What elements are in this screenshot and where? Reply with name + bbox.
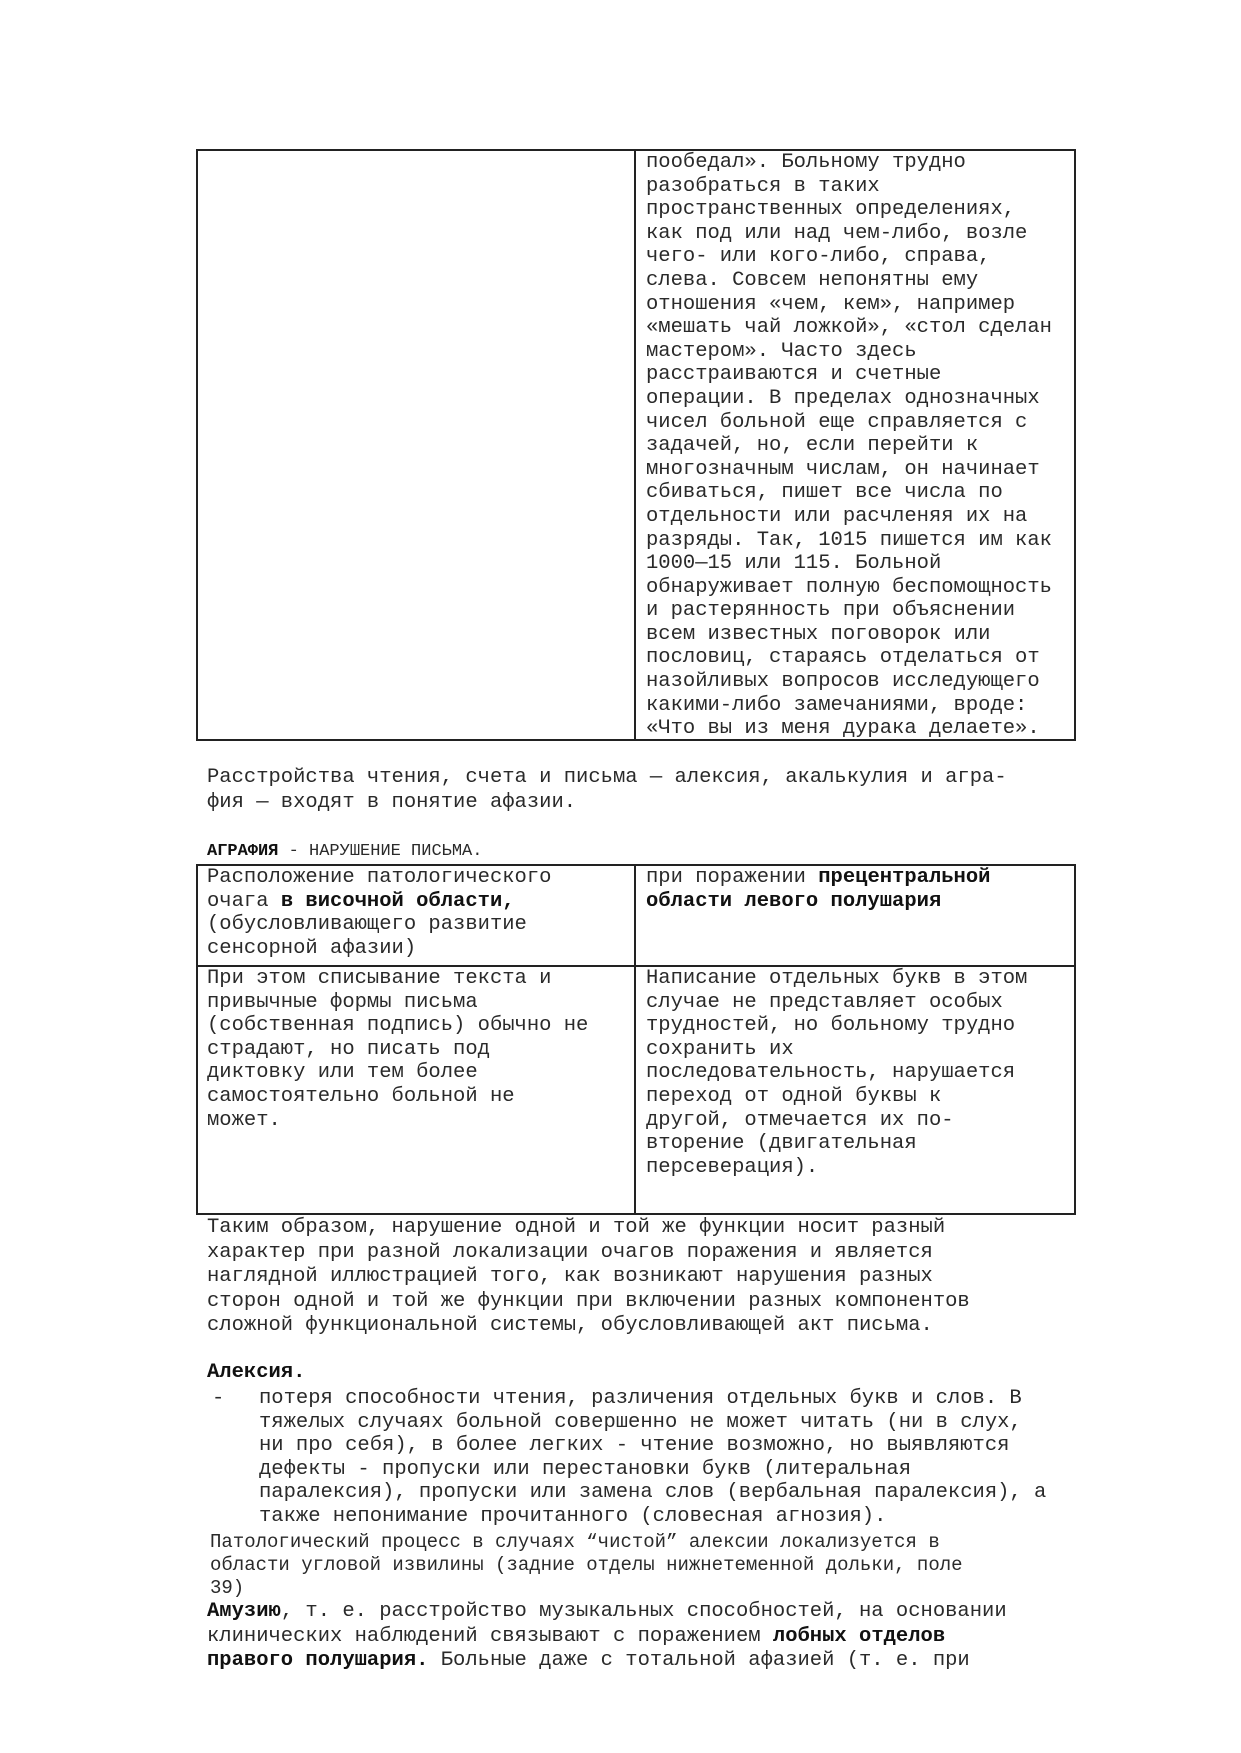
- text-line: При этом списывание текста и: [207, 967, 552, 990]
- text-line: тяжелых случаях больной совершенно не может читать (ни в слух,: [259, 1410, 1022, 1434]
- text-segment: Больные даже с тотальной афазией (т. е. при: [428, 1649, 970, 1673]
- text-line: какими-либо замечаниями, вроде:: [646, 693, 1028, 717]
- text-line: как под или над чем-либо, возле: [646, 221, 1028, 245]
- table-column-divider: [634, 864, 636, 1215]
- text-line: [646, 890, 990, 914]
- text-line: Расположение патологического: [207, 866, 552, 889]
- text-line: сенсорной афазии): [207, 936, 417, 960]
- text-line: сохранить их: [646, 1037, 794, 1061]
- text-segment: , т. е. расстройство музыкальных способностей, на основании: [280, 1600, 1007, 1623]
- text-line: самостоятельно больной не: [207, 1084, 515, 1108]
- alexia-bullet: -: [212, 1387, 225, 1410]
- text-line: страдают, но писать под: [207, 1037, 490, 1061]
- text-line: многозначным числам, он начинает: [646, 457, 1040, 481]
- text-segment: - НАРУШЕНИЕ ПИСЬМА.: [278, 842, 483, 861]
- text-line: пространственных определениях,: [646, 198, 1016, 222]
- alexia-list-item: [259, 1387, 1046, 1529]
- text-line: отношения «чем, кем», например: [646, 292, 1016, 316]
- text-line: паралексия), пропуски или замена слов (вербальная паралексия), а: [259, 1481, 1047, 1505]
- text-segment: очага: [207, 889, 281, 913]
- text-line: [207, 1649, 1007, 1674]
- bold-text: Амузию: [207, 1600, 281, 1623]
- text-line: (обусловливающего развитие: [207, 913, 527, 937]
- text-line: также непонимание прочитанного (словесная агнозия).: [259, 1504, 887, 1528]
- text-line: Написание отдельных букв в этом: [646, 967, 1028, 990]
- text-line: разобраться в таких: [646, 174, 880, 198]
- bold-text: области левого полушария: [646, 889, 942, 913]
- text-line: сложной функциональной системы, обусловливающей акт письма.: [207, 1314, 933, 1338]
- text-line: 1000—15 или 115. Больной: [646, 552, 942, 576]
- text-line: расстраиваются и счетные: [646, 363, 942, 387]
- bold-text: прецентральной: [818, 866, 991, 889]
- text-line: задачей, но, если перейти к: [646, 434, 979, 458]
- text-line: потеря способности чтения, различения отдельных букв и слов. В: [259, 1387, 1022, 1410]
- table1-right-cell: [646, 151, 1052, 741]
- text-line: пословиц, стараясь отделаться от: [646, 646, 1040, 670]
- text-line: [207, 840, 482, 864]
- text-line: наглядной иллюстрацией того, как возникают нарушения разных: [207, 1265, 933, 1289]
- table-column-divider: [634, 149, 636, 741]
- text-line: фия — входят в понятие афазии.: [207, 790, 577, 814]
- text-line: случае не представляет особых: [646, 990, 1003, 1014]
- text-line: пообедал». Больному трудно: [646, 151, 966, 174]
- alexia-heading: [207, 1361, 305, 1385]
- bold-text: в височной области,: [280, 889, 515, 913]
- text-line: слева. Совсем непонятны ему: [646, 268, 979, 292]
- text-line: [646, 866, 990, 890]
- text-line: «Что вы из меня дурака делаете».: [646, 717, 1040, 741]
- text-line: может.: [207, 1108, 281, 1132]
- text-line: 39): [210, 1577, 245, 1599]
- bold-text: лобных отделов: [772, 1624, 946, 1648]
- bold-text: Алексия.: [207, 1361, 306, 1384]
- text-line: привычные формы письма: [207, 990, 478, 1014]
- text-line: чисел больной еще справляется с: [646, 410, 1028, 434]
- table2-cell-r1c1: [207, 866, 551, 960]
- text-line: ни про себя), в более легких - чтение возможно, но выявляются: [259, 1434, 1010, 1458]
- text-line: переход от одной буквы к: [646, 1084, 942, 1108]
- bold-text: АГРАФИЯ: [207, 842, 279, 861]
- text-line: [207, 1361, 305, 1385]
- text-line: Таким образом, нарушение одной и той же функции носит разный: [207, 1216, 946, 1239]
- agraphia-heading: [207, 840, 482, 864]
- text-segment: при поражении: [646, 866, 819, 889]
- text-line: Расстройства чтения, счета и письма — алексия, акалькулия и агра-: [207, 766, 1007, 789]
- text-segment: клинических наблюдений связывают с поражением: [207, 1624, 773, 1648]
- text-line: характер при разной локализации очагов поражения и является: [207, 1240, 933, 1264]
- text-line: «мешать чай ложкой», «стол сделан: [646, 316, 1052, 340]
- text-line: мастером». Часто здесь: [646, 339, 917, 363]
- text-line: чего- или кого-либо, справа,: [646, 245, 991, 269]
- text-line: диктовку или тем более: [207, 1061, 478, 1085]
- bold-text: правого полушария.: [207, 1649, 429, 1673]
- text-line: области угловой извилины (задние отделы нижнетеменной дольки, поле: [210, 1554, 963, 1576]
- text-line: последовательность, нарушается: [646, 1061, 1016, 1085]
- text-line: [207, 1625, 1007, 1650]
- text-line: отдельности или расчленяя их на: [646, 504, 1028, 528]
- text-line: (собственная подпись) обычно не: [207, 1014, 589, 1038]
- table2-cell-r1c2: [646, 866, 990, 913]
- text-line: операции. В пределах однозначных: [646, 386, 1040, 410]
- pathology-paragraph: [210, 1531, 963, 1600]
- text-line: разряды. Так, 1015 пишется им как: [646, 528, 1052, 552]
- text-line: назойливых вопросов исследующего: [646, 670, 1040, 694]
- intro-paragraph: [207, 766, 1007, 815]
- text-line: всем известных поговорок или: [646, 622, 991, 646]
- text-line: трудностей, но больному трудно: [646, 1014, 1016, 1038]
- text-line: [207, 1600, 1007, 1625]
- text-line: сбиваться, пишет все числа по: [646, 481, 1003, 505]
- text-line: другой, отмечается их по-: [646, 1108, 954, 1132]
- text-line: дефекты - пропуски или перестановки букв (литеральная: [259, 1457, 912, 1481]
- text-line: [207, 890, 551, 914]
- table2-cell-r2c2: [646, 967, 1027, 1179]
- text-line: обнаруживает полную беспомощность: [646, 575, 1052, 599]
- amusia-paragraph: [207, 1600, 1007, 1674]
- text-line: персеверация).: [646, 1155, 819, 1179]
- table2-cell-r2c1: [207, 967, 588, 1132]
- text-line: Патологический процесс в случаях “чистой” алексии локализуется в: [210, 1531, 940, 1553]
- text-line: вторение (двигательная: [646, 1132, 917, 1156]
- conclusion-paragraph: [207, 1216, 970, 1339]
- text-line: сторон одной и той же функции при включении разных компонентов: [207, 1289, 970, 1313]
- text-line: и растерянность при объяснении: [646, 599, 1016, 623]
